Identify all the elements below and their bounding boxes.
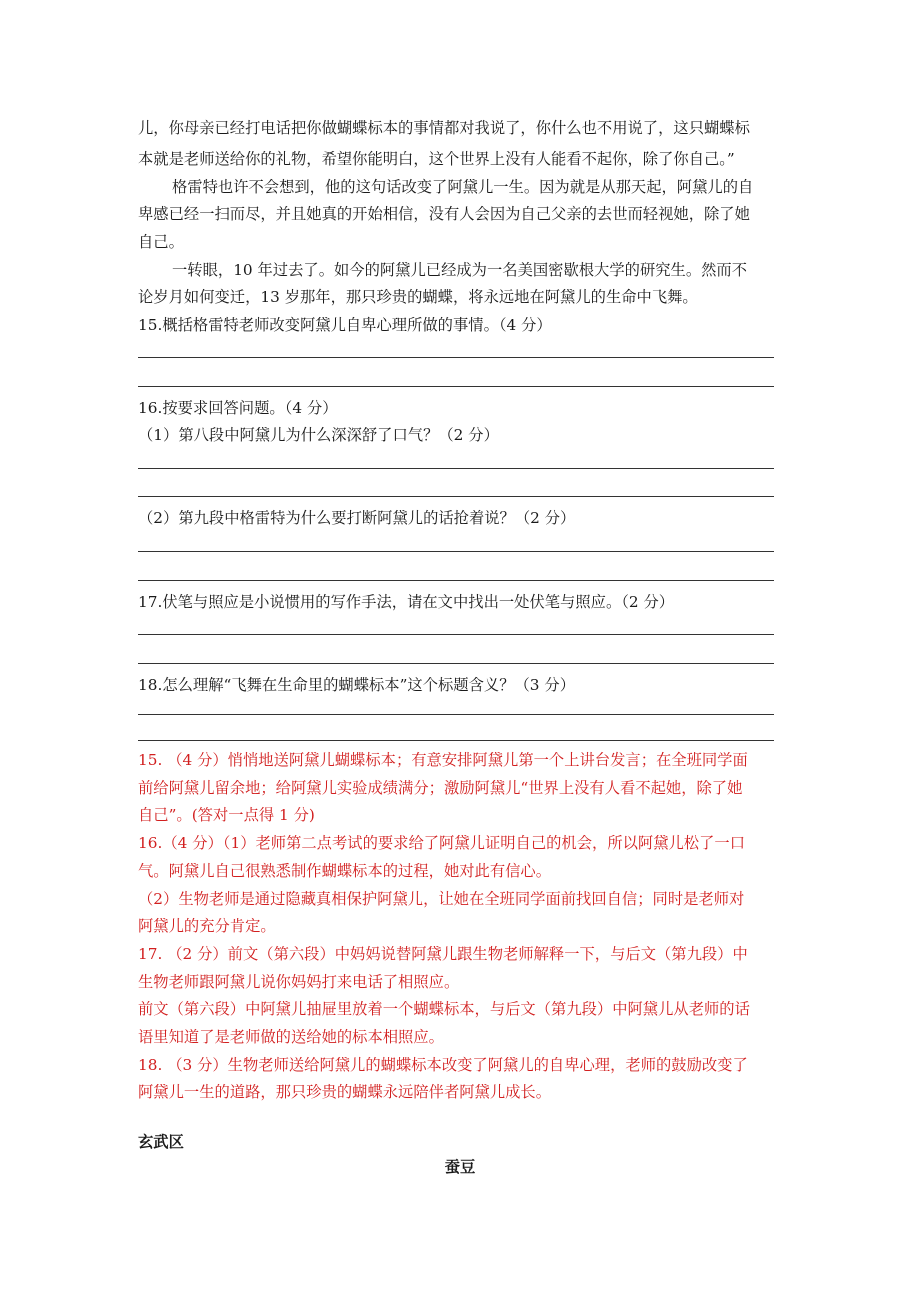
- answer-line: [138, 740, 774, 741]
- article-title: 蚕豆: [444, 1158, 476, 1176]
- passage-line-3: 格雷特也许不会想到，他的这句话改变了阿黛儿一生。因为就是从那天起，阿黛儿的自: [172, 178, 754, 196]
- answer-16-line-2: 气。阿黛儿自己很熟悉制作蝴蝶标本的过程，她对此有信心。: [138, 862, 552, 880]
- answer-16-line-4: 阿黛儿的充分肯定。: [138, 917, 276, 935]
- passage-line-6: 一转眼，10 年过去了。如今的阿黛儿已经成为一名美国密歇根大学的研究生。然而不: [172, 261, 748, 279]
- answer-18-line-1: 18. （3 分）生物老师送给阿黛儿的蝴蝶标本改变了阿黛儿的自卑心理，老师的鼓励改变了: [138, 1056, 748, 1074]
- answer-16-line-1: 16.（4 分）（1）老师第二点考试的要求给了阿黛儿证明自己的机会，所以阿黛儿松了一口: [138, 834, 745, 852]
- passage-line-1: 儿，你母亲已经打电话把你做蝴蝶标本的事情都对我说了，你什么也不用说了，这只蝴蝶标: [138, 119, 750, 137]
- question-16-part-1: （1）第八段中阿黛儿为什么深深舒了口气？（2 分）: [138, 426, 499, 444]
- answer-17-line-2: 生物老师跟阿黛儿说你妈妈打来电话了相照应。: [138, 973, 460, 991]
- answer-15-line-2: 前给阿黛儿留余地；给阿黛儿实验成绩满分；激励阿黛儿“世界上没有人看不起她，除了她: [138, 779, 743, 797]
- question-16-part-2: （2）第九段中格雷特为什么要打断阿黛儿的话抢着说？（2 分）: [138, 509, 576, 527]
- answer-15-line-1: 15. （4 分）悄悄地送阿黛儿蝴蝶标本；有意安排阿黛儿第一个上讲台发言；在全班同学面: [138, 751, 748, 769]
- question-16: 16.按要求回答问题。（4 分）: [138, 399, 338, 417]
- answer-line: [138, 386, 774, 387]
- answer-17-line-1: 17. （2 分）前文（第六段）中妈妈说替阿黛儿跟生物老师解释一下，与后文（第九段）中: [138, 945, 748, 963]
- answer-line: [138, 580, 774, 581]
- answer-16-line-3: （2）生物老师是通过隐藏真相保护阿黛儿，让她在全班同学面前找回自信；同时是老师对: [138, 890, 745, 908]
- question-15: 15.概括格雷特老师改变阿黛儿自卑心理所做的事情。（4 分）: [138, 316, 552, 334]
- passage-line-2: 本就是老师送给你的礼物，希望你能明白，这个世界上没有人能看不起你，除了你自己。”: [138, 150, 735, 168]
- answer-line: [138, 634, 774, 635]
- question-18: 18.怎么理解“飞舞在生命里的蝴蝶标本”这个标题含义？（3 分）: [138, 676, 575, 694]
- district-heading: 玄武区: [138, 1133, 184, 1151]
- passage-line-7: 论岁月如何变迁，13 岁那年，那只珍贵的蝴蝶，将永远地在阿黛儿的生命中飞舞。: [138, 288, 698, 306]
- answer-15-line-3: 自己”。(答对一点得 1 分): [138, 806, 315, 824]
- answer-18-line-2: 阿黛儿一生的道路，那只珍贵的蝴蝶永远陪伴者阿黛儿成长。: [138, 1083, 552, 1101]
- answer-line: [138, 357, 774, 358]
- answer-line: [138, 714, 774, 715]
- answer-line: [138, 496, 774, 497]
- passage-line-5: 自己。: [138, 233, 184, 251]
- answer-17-line-4: 语里知道了是老师做的送给她的标本相照应。: [138, 1028, 444, 1046]
- answer-17-line-3: 前文（第六段）中阿黛儿抽屉里放着一个蝴蝶标本，与后文（第九段）中阿黛儿从老师的话: [138, 1000, 750, 1018]
- passage-line-4: 卑感已经一扫而尽，并且她真的开始相信，没有人会因为自己父亲的去世而轻视她，除了她: [138, 205, 750, 223]
- answer-line: [138, 663, 774, 664]
- question-17: 17.伏笔与照应是小说惯用的写作手法，请在文中找出一处伏笔与照应。（2 分）: [138, 593, 675, 611]
- answer-line: [138, 551, 774, 552]
- answer-line: [138, 468, 774, 469]
